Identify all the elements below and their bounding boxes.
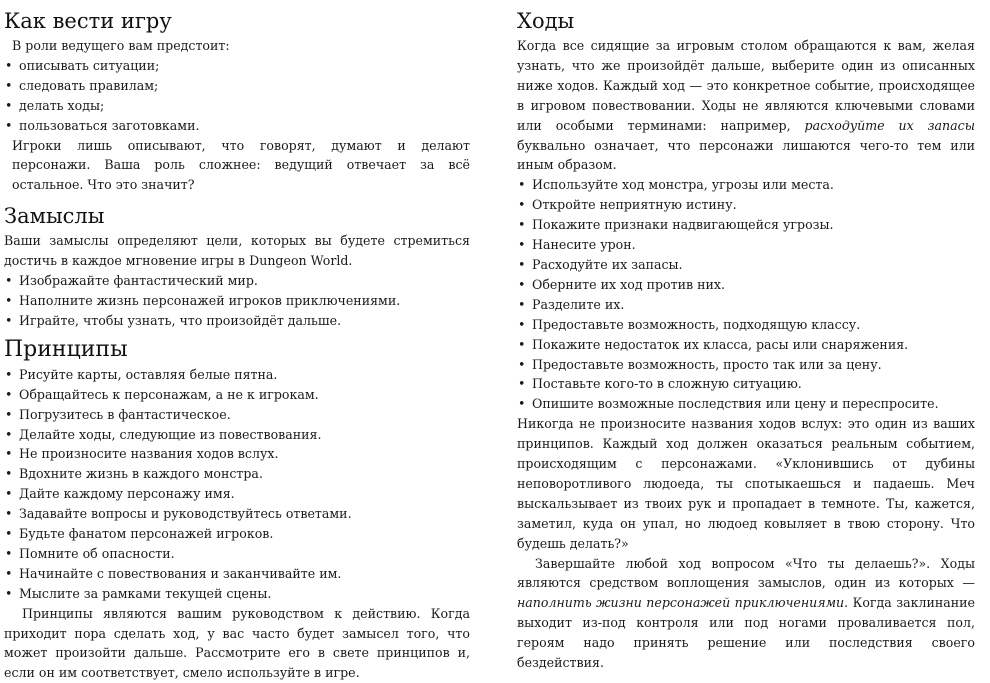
list-item: • Используйте ход монстра, угрозы или места. — [517, 175, 975, 195]
list-item: • Покажите недостаток их класса, расы или снаряжения. — [517, 335, 975, 355]
right-column — [517, 6, 975, 673]
list-item: • делать ходы; — [4, 96, 470, 116]
principles-list — [4, 365, 470, 604]
list-item: • Задавайте вопросы и руководствуйтесь ответами. — [4, 504, 470, 524]
list-item: • Погрузитесь в фантастическое. — [4, 405, 470, 425]
list-item: • Поставьте кого-то в сложную ситуацию. — [517, 374, 975, 394]
moves-closing-paragraph — [517, 554, 975, 673]
list-item: • Не произносите названия ходов вслух. — [4, 444, 470, 464]
gm-duties-intro: В роли ведущего вам предстоит: — [12, 38, 230, 53]
list-item: • Будьте фанатом персонажей игроков. — [4, 524, 470, 544]
moves-list — [517, 175, 975, 414]
moves-intro-paragraph — [517, 36, 975, 175]
moves-closing-emphasis: наполнить жизни персонажей приключениями — [517, 595, 845, 611]
list-item: • Рисуйте карты, оставляя белые пятна. — [4, 365, 470, 385]
list-item: • Наполните жизнь персонажей игроков приключениями. — [4, 291, 470, 311]
list-item: • Делайте ходы, следующие из повествования. — [4, 425, 470, 445]
moves-closing-text-a: Завершайте любой ход вопросом «Что ты делаешь?». Ходы являются средством воплощения замыслов, один из которых — — [517, 555, 975, 591]
list-item: • Расходуйте их запасы. — [517, 255, 975, 275]
list-item: • Начинайте с повествования и заканчивайте им. — [4, 564, 470, 584]
list-item: • Предоставьте возможность, подходящую классу. — [517, 315, 975, 335]
list-item: • Обращайтесь к персонажам, а не к игрокам. — [4, 385, 470, 405]
list-item: • Дайте каждому персонажу имя. — [4, 484, 470, 504]
list-item: • Опишите возможные последствия или цену и переспросите. — [517, 394, 975, 414]
moves-intro-text-a: Когда все сидящие за игровым столом обращаются к вам, желая узнать, что же произойдёт дальше, выберите один из описанных ниже ходов. Каждый ход — это конкретное событие, происходящее в игровом повествовании. Ходы не являются ключевыми словами или особыми терминами: например, — [517, 38, 975, 133]
list-item: • Покажите признаки надвигающейся угрозы. — [517, 215, 975, 235]
section-title-moves: Ходы — [517, 9, 575, 33]
list-item: • Откройте неприятную истину. — [517, 195, 975, 215]
agenda-list — [4, 271, 470, 331]
principles-paragraph: Принципы являются вашим руководством к действию. Когда приходит пора сделать ход, у вас часто будет замысел того, что может произойти дальше. Рассмотрите его в свете принципов и, если он им соответствует, смело используйте в игре. — [4, 605, 470, 681]
list-item: • Играйте, чтобы узнать, что произойдёт дальше. — [4, 311, 470, 331]
list-item: • Разделите их. — [517, 295, 975, 315]
moves-closing-text-b: . Когда заклинание выходит из-под контроля или под ногами проваливается пол, героям надо принять решение или последствия своего бездействия. — [517, 595, 975, 671]
agenda-paragraph: Ваши замыслы определяют цели, которых вы будете стремиться достичь в каждое мгновение игры в Dungeon World. — [4, 233, 470, 269]
list-item: • Оберните их ход против них. — [517, 275, 975, 295]
list-item: • Вдохните жизнь в каждого монстра. — [4, 464, 470, 484]
gm-duties-list — [4, 56, 470, 136]
section-title-agenda: Замыслы — [4, 204, 105, 229]
moves-intro-emphasis: расходуйте их запасы — [804, 117, 975, 133]
section-title-how-to-run: Как вести игру — [4, 9, 172, 33]
gm-role-paragraph: Игроки лишь описывают, что говорят, думают и делают персонажи. Ваша роль сложнее: ведущий отвечает за всё остальное. Что это значит? — [12, 137, 470, 193]
list-item: • Мыслите за рамками текущей сцены. — [4, 584, 470, 604]
list-item: • Нанесите урон. — [517, 235, 975, 255]
moves-intro-text-b: буквально означает, что персонажи лишаются чего-то тем или иным образом. — [517, 137, 975, 173]
list-item: • пользоваться заготовками. — [4, 116, 470, 136]
list-item: • Предоставьте возможность, просто так или за цену. — [517, 355, 975, 375]
list-item: • следовать правилам; — [4, 76, 470, 96]
list-item: • описывать ситуации; — [4, 56, 470, 76]
moves-example-paragraph: Никогда не произносите названия ходов вслух: это один из ваших принципов. Каждый ход должен оказаться реальным событием, происходящим с персонажами. «Уклонившись от дубины неповоротливого людоеда, ты спотыкаешься и падаешь. Меч выскальзывает из твоих рук и пропадает в темноте. Ты, кажется, заметил, куда он упал, но людоед ковыляет в твою сторону. Что будешь делать?» — [517, 416, 975, 551]
list-item: • Изображайте фантастический мир. — [4, 271, 470, 291]
section-title-principles: Принципы — [4, 336, 128, 362]
list-item: • Помните об опасности. — [4, 544, 470, 564]
left-column — [4, 6, 470, 683]
